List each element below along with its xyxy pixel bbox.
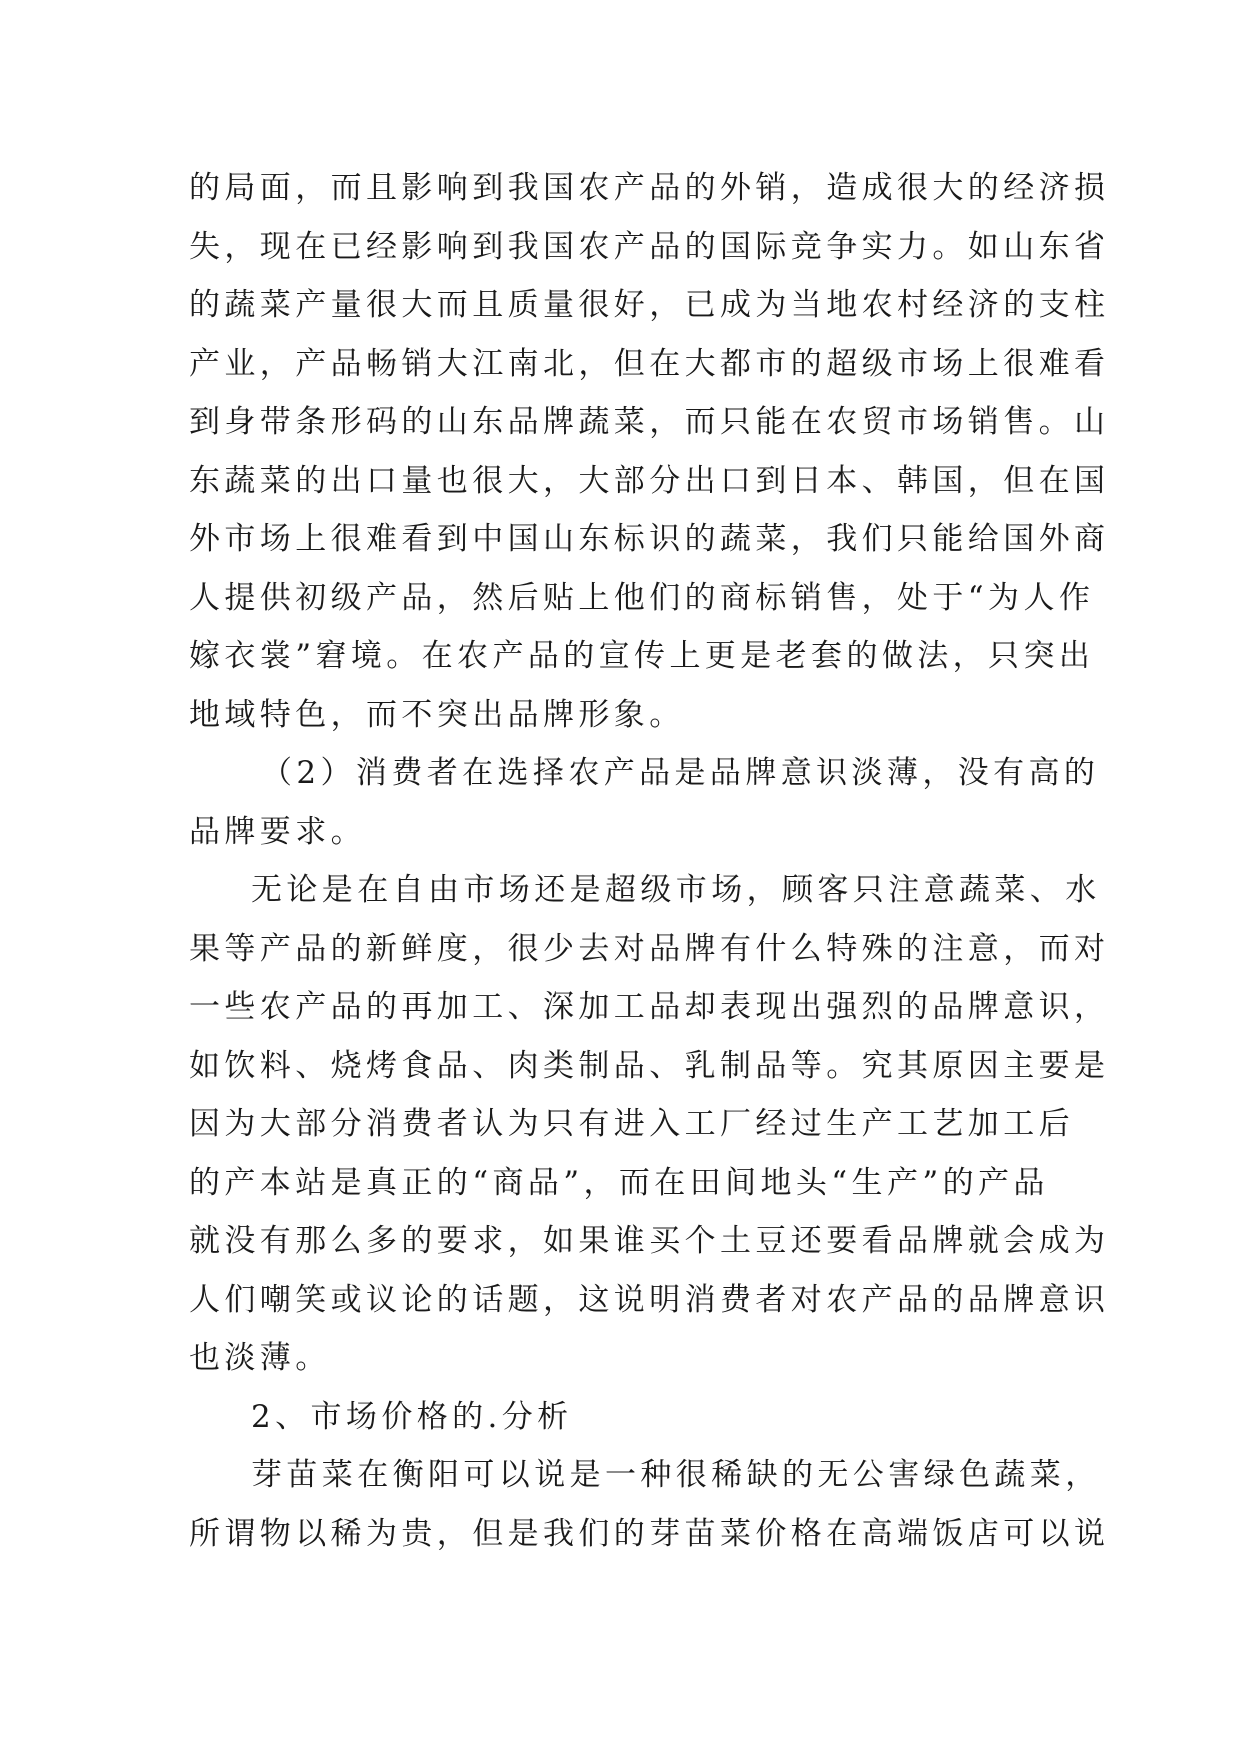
text-line-2: 失，现在已经影响到我国农产品的国际竞争实力。如山东省 xyxy=(189,228,1110,265)
text-line-9: 嫁衣裳”窘境。在农产品的宣传上更是老套的做法，只突出 xyxy=(189,638,1095,674)
text-line-19: 就没有那么多的要求，如果谁买个土豆还要看品牌就会成为 xyxy=(189,1223,1110,1259)
text-line-8: 人提供初级产品，然后贴上他们的商标销售，处于“为人作 xyxy=(189,579,1095,616)
text-line-7: 外市场上很难看到中国山东标识的蔬菜，我们只能给国外商 xyxy=(189,521,1110,557)
text-line-18: 的产本站是真正的“商品”，而在田间地头“生产”的产品 xyxy=(189,1164,1049,1201)
text-line-10: 地域特色，而不突出品牌形象。 xyxy=(189,696,685,733)
text-line-23: 芽苗菜在衡阳可以说是一种很稀缺的无公害绿色蔬菜， xyxy=(251,1457,1101,1493)
subheading-line-2: 品牌要求。 xyxy=(189,813,366,850)
text-line-1: 的局面，而且影响到我国农产品的外销，造成很大的经济损 xyxy=(189,170,1110,206)
text-line-5: 到身带条形码的山东品牌蔬菜，而只能在农贸市场销售。山 xyxy=(189,404,1110,440)
text-line-16: 如饮料、烧烤食品、肉类制品、乳制品等。究其原因主要是 xyxy=(189,1047,1110,1084)
text-line-14: 果等产品的新鲜度，很少去对品牌有什么特殊的注意，而对 xyxy=(189,930,1110,967)
text-line-3: 的蔬菜产量很大而且质量很好，已成为当地农村经济的支柱 xyxy=(189,287,1110,323)
text-line-13: 无论是在自由市场还是超级市场，顾客只注意蔬菜、水 xyxy=(251,872,1101,908)
text-line-6: 东蔬菜的出口量也很大，大部分出口到日本、韩国，但在国 xyxy=(189,462,1110,499)
subheading-line-1: （2）消费者在选择农产品是品牌意识淡薄，没有高的 xyxy=(261,755,1100,791)
text-line-4: 产业，产品畅销大江南北，但在大都市的超级市场上很难看 xyxy=(189,345,1110,382)
text-line-24: 所谓物以稀为贵，但是我们的芽苗菜价格在高端饭店可以说 xyxy=(189,1515,1110,1552)
text-line-20: 人们嘲笑或议论的话题，这说明消费者对农产品的品牌意识 xyxy=(189,1281,1110,1318)
text-line-15: 一些农产品的再加工、深加工品却表现出强烈的品牌意识， xyxy=(189,989,1110,1025)
text-line-21: 也淡薄。 xyxy=(189,1340,331,1376)
section-heading: 2、市场价格的.分析 xyxy=(251,1398,573,1435)
text-line-17: 因为大部分消费者认为只有进入工厂经过生产工艺加工后 xyxy=(189,1106,1074,1142)
document-body xyxy=(189,159,1110,1563)
